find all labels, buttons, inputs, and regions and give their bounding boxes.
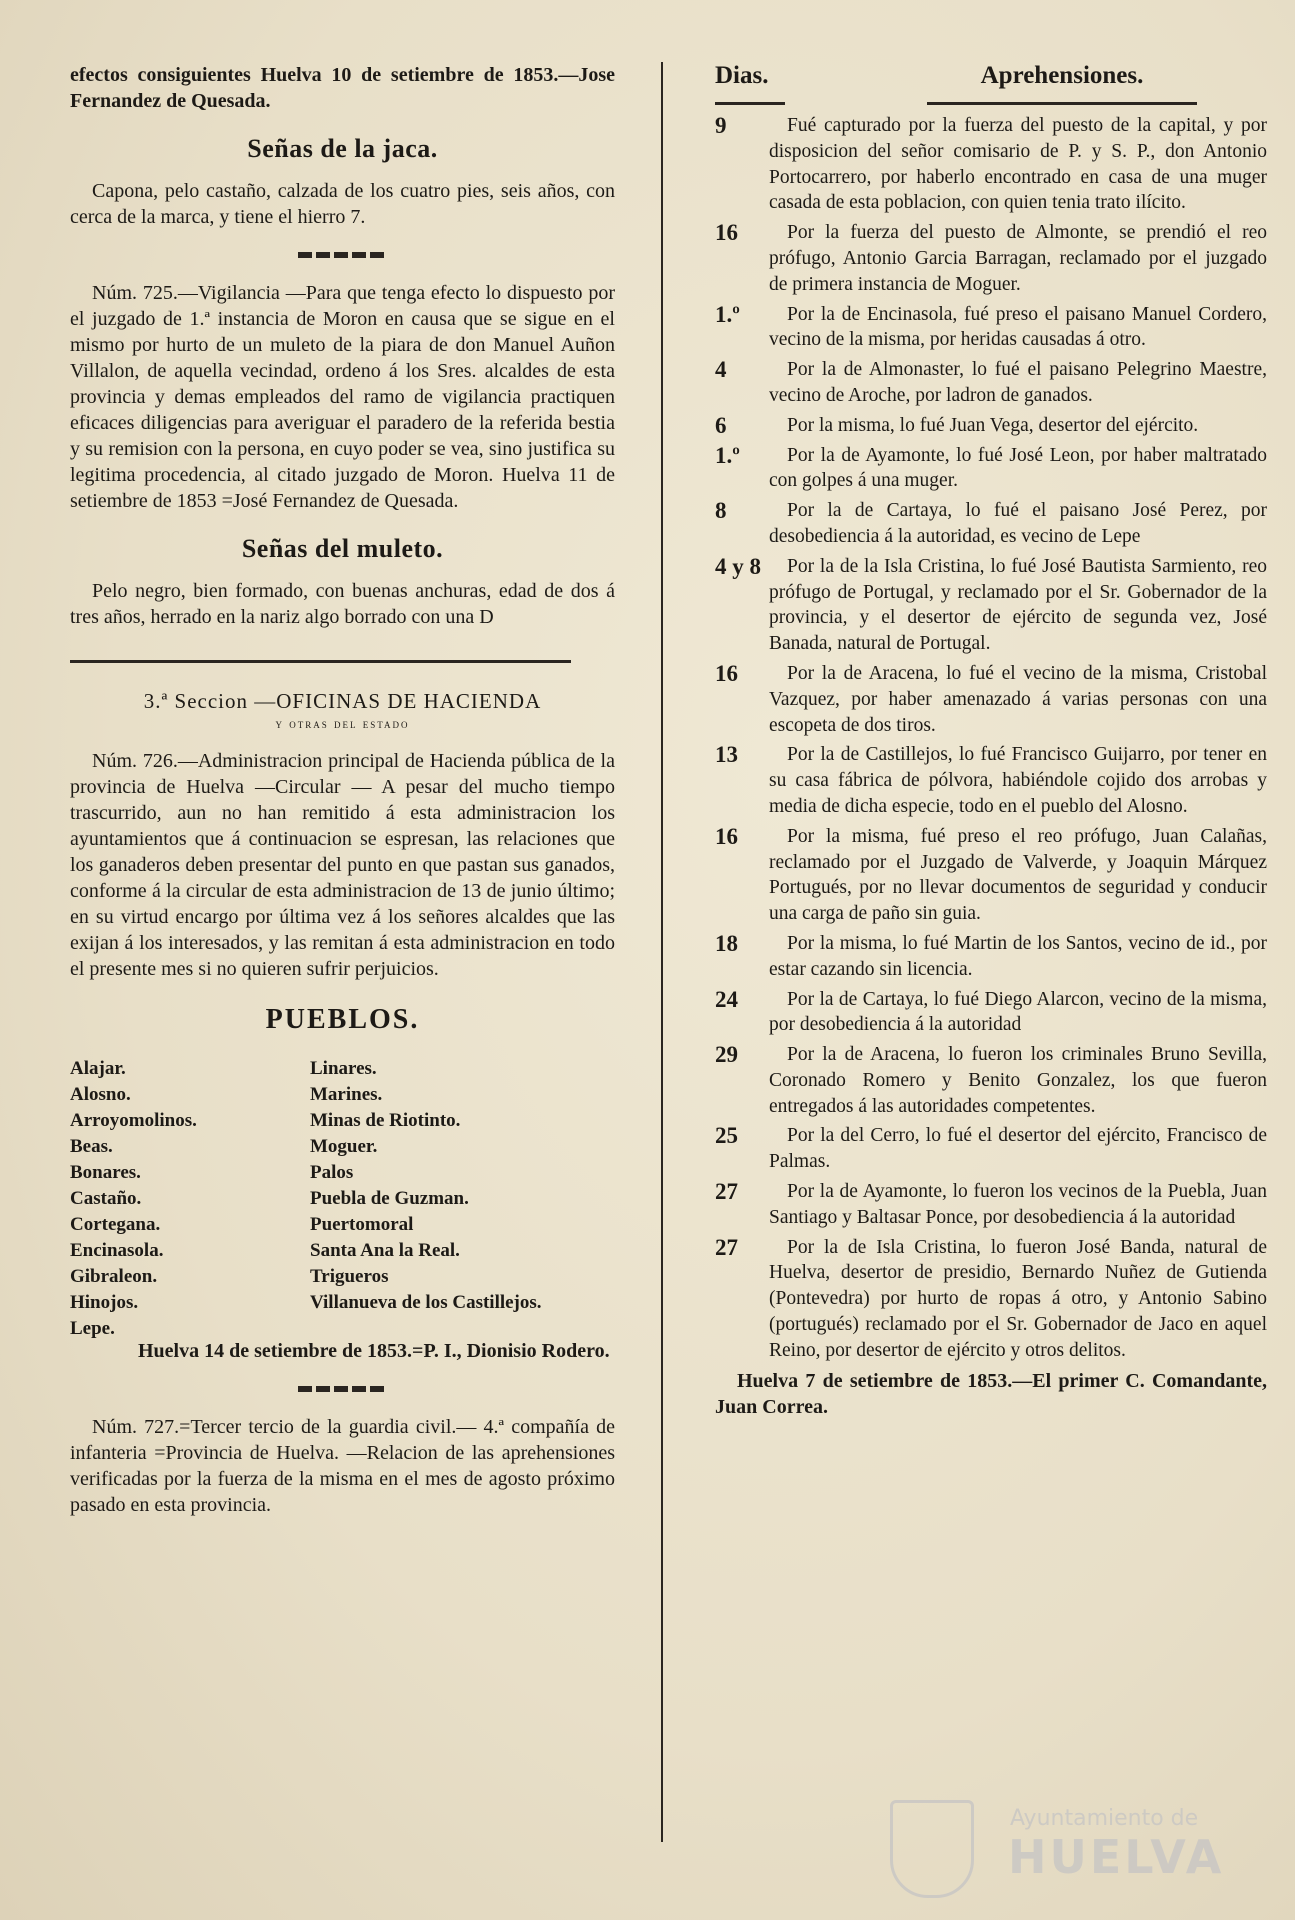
entry-text: Por la misma, lo fué Martin de los Santos, vecino de id., por estar cazando sin licencia. <box>769 932 1267 980</box>
closing-signature: Huelva 7 de setiembre de 1853.—El primer C. Comandante, Juan Correa. <box>715 1369 1267 1418</box>
apprehension-entry <box>715 742 1267 819</box>
ornament-divider-2 <box>298 1386 388 1392</box>
town-item: Puebla de Guzman. <box>310 1188 469 1209</box>
entry-day: 1.º <box>715 301 740 327</box>
apprehension-entry <box>715 554 1267 657</box>
apprehension-entry <box>715 987 1267 1039</box>
ornament-divider <box>298 252 388 258</box>
entry-text: Por la del Cerro, lo fué el desertor del ejército, Francisco de Palmas. <box>769 1125 1267 1173</box>
town-item: Marines. <box>310 1084 383 1105</box>
town-item: Cortegana. <box>70 1214 161 1235</box>
entry-text: Por la de Isla Cristina, lo fueron José Banda, natural de Huelva, desertor de presidio, Bernardo Nuñez de Gutienda (Pontevedra) por hurto de ropas á otro, y Antonio Sabino (portugués) reclamado por el Sr. Gobernador de Jaco en aquel Reino, por desertor de ejército y otros delitos. <box>769 1236 1267 1361</box>
crest-icon <box>890 1800 974 1898</box>
towns-column-a <box>70 1056 310 1342</box>
entry-text: Por la de Cartaya, lo fué el paisano José Perez, por desobediencia á la autoridad, es vecino de Lepe <box>769 500 1267 547</box>
entry-text: Por la de Cartaya, lo fué Diego Alarcon, vecino de la misma, por desobediencia á la autoridad <box>769 988 1267 1036</box>
jaca-description: Capona, pelo castaño, calzada de los cuatro pies, seis años, con cerca de la marca, y tiene el hierro 7. <box>70 180 615 228</box>
header-aprehensiones: Aprehensiones. <box>927 62 1197 105</box>
town-item: Gibraleon. <box>70 1266 158 1287</box>
apprehension-entry <box>715 1235 1267 1364</box>
pueblos-heading: PUEBLOS. <box>265 1004 420 1035</box>
jaca-heading: Señas de la jaca. <box>247 134 438 163</box>
entry-day: 4 y 8 <box>715 553 761 579</box>
muleto-description: Pelo negro, bien formado, con buenas anchuras, edad de dos á tres años, herrado en la nariz algo borrado con una D <box>70 580 615 628</box>
watermark-line2: HUELVA <box>1008 1830 1225 1884</box>
entry-day: 16 <box>715 660 738 686</box>
town-item: Alosno. <box>70 1084 131 1105</box>
entry-text: Por la de Aracena, lo fué el vecino de la misma, Cristobal Vazquez, por haber amenazado á varias personas con una escopeta de dos tiros. <box>769 662 1267 736</box>
apprehension-entry <box>715 498 1267 550</box>
towns-list <box>70 1056 615 1342</box>
entry-text: Fué capturado por la fuerza del puesto de la capital, y por disposicion del señor comisario de P. y S. P., don Antonio Portocarrero, por haberlo encontrado en casa de una muger casada de esta poblacion, con quien tenia trato ilícito. <box>769 115 1267 214</box>
apprehension-entry <box>715 1123 1267 1175</box>
entry-day: 4 <box>715 357 727 383</box>
notice-726: Núm. 726.—Administracion principal de Hacienda pública de la provincia de Huelva —Circular — A pesar del mucho tiempo trascurrido, aun no han remitido á esta administracion los ayuntamientos que á continuacion se espresan, las relaciones que los ganaderos deben presentar del punto en que pastan sus ganados, conforme á la circular de esta administracion de 13 de junio último; en su virtud encargo por última vez á los señores alcaldes que las exijan á los interesados, y las remitan á esta administracion en todo el presente mes si no quieren sufrir perjuicios. <box>70 750 615 980</box>
apprehension-entry <box>715 113 1267 216</box>
apprehension-entry <box>715 220 1267 297</box>
town-item: Castaño. <box>70 1188 142 1209</box>
entry-text: Por la fuerza del puesto de Almonte, se prendió el reo prófugo, Antonio Garcia Barragan, reclamado por el juzgado de primera instancia de Moguer. <box>769 222 1267 295</box>
entry-day: 8 <box>715 498 727 524</box>
entry-text: Por la de la Isla Cristina, lo fué José Bautista Sarmiento, reo prófugo de Portugal, y reclamado por el Sr. Gobernador de la provincia, y el desertor de ejército de segunda vez, José Banada, natural de Portugal. <box>769 555 1267 655</box>
entry-day: 9 <box>715 113 727 138</box>
town-item: Beas. <box>70 1136 113 1157</box>
section-rule <box>70 660 571 663</box>
column-divider <box>661 62 663 1842</box>
entry-text: Por la de Castillejos, lo fué Francisco Guijarro, por tener en su casa fábrica de pólvora, habiéndole cojido dos arrobas y media de dicha especie, todo en el pueblo del Alosno. <box>769 744 1267 817</box>
entry-day: 18 <box>715 930 738 956</box>
town-item: Bonares. <box>70 1162 141 1183</box>
town-item: Trigueros <box>310 1266 389 1287</box>
apprehension-entry <box>715 1042 1267 1119</box>
entry-day: 27 <box>715 1234 738 1260</box>
town-item: Villanueva de los Castillejos. <box>310 1292 542 1313</box>
entry-day: 16 <box>715 220 738 246</box>
entry-day: 25 <box>715 1123 738 1149</box>
entry-day: 1.º <box>715 442 740 468</box>
town-item: Palos <box>310 1162 354 1183</box>
entry-text: Por la de Almonaster, lo fué el paisano Pelegrino Maestre, vecino de Aroche, por ladron de ganados. <box>769 359 1267 406</box>
town-item: Lepe. <box>70 1318 115 1339</box>
entry-day: 13 <box>715 742 738 768</box>
watermark-line1: Ayuntamiento de <box>1010 1806 1199 1831</box>
apprehension-list <box>715 113 1267 1364</box>
notice-726-signature: Huelva 14 de setiembre de 1853.=P. I., Dionisio Rodero. <box>138 1340 610 1362</box>
entry-text: Por la de Ayamonte, lo fué José Leon, por haber maltratado con golpes á una muger. <box>769 444 1267 492</box>
town-item: Minas de Riotinto. <box>310 1110 461 1131</box>
town-item: Encinasola. <box>70 1240 164 1261</box>
apprehension-entry <box>715 357 1267 409</box>
section-subtitle: y otras del estado <box>275 716 410 731</box>
town-item: Moguer. <box>310 1136 378 1157</box>
town-item: Hinojos. <box>70 1292 139 1313</box>
town-item: Alajar. <box>70 1058 126 1079</box>
apprehension-entry <box>715 824 1267 927</box>
town-item: Linares. <box>310 1058 377 1079</box>
entry-text: Por la misma, fué preso el reo prófugo, Juan Calañas, reclamado por el Juzgado de Valverde, y Joaquin Márquez Portugués, por no llevar documentos de seguridad y conducir una carga de paño sin guia. <box>769 825 1267 925</box>
apprehension-entry <box>715 302 1267 354</box>
section-heading <box>70 689 615 732</box>
town-item: Santa Ana la Real. <box>310 1240 460 1261</box>
muleto-heading: Señas del muleto. <box>241 534 444 563</box>
section-title: 3.ª Seccion —OFICINAS DE HACIENDA <box>143 689 542 713</box>
entry-day: 29 <box>715 1042 738 1068</box>
header-dias: Dias. <box>715 62 785 105</box>
right-column <box>715 62 1267 1420</box>
entry-day: 6 <box>715 412 727 438</box>
entry-text: Por la de Aracena, lo fueron los criminales Bruno Sevilla, Coronado Romero y Benito Gonzalez, los que fueron entregados á las autoridades competentes. <box>769 1044 1267 1117</box>
apprehension-entry <box>715 443 1267 495</box>
opening-line: efectos consiguientes Huelva 10 de setiembre de 1853.—Jose Fernandez de Quesada. <box>70 64 615 112</box>
entry-day: 16 <box>715 823 738 849</box>
entry-day: 27 <box>715 1179 738 1205</box>
notice-727: Núm. 727.=Tercer tercio de la guardia civil.— 4.ª compañía de infanteria =Provincia de Huelva. —Relacion de las aprehensiones verificadas por la fuerza de la misma en el mes de agosto próximo pasado en esta provincia. <box>70 1416 615 1516</box>
apprehension-entry <box>715 1179 1267 1231</box>
entry-text: Por la misma, lo fué Juan Vega, desertor del ejército. <box>787 414 1199 436</box>
towns-column-b <box>310 1056 610 1342</box>
apprehension-entry <box>715 661 1267 738</box>
town-item: Puertomoral <box>310 1214 414 1235</box>
entry-day: 24 <box>715 986 738 1012</box>
table-header <box>715 62 1267 105</box>
entry-text: Por la de Encinasola, fué preso el paisano Manuel Cordero, vecino de la misma, por heridas causadas á otro. <box>769 303 1267 351</box>
entry-text: Por la de Ayamonte, lo fueron los vecinos de la Puebla, Juan Santiago y Baltasar Ponce, por desobediencia á la autoridad <box>769 1181 1267 1228</box>
apprehension-entry <box>715 413 1267 439</box>
left-column <box>70 62 615 1518</box>
notice-725: Núm. 725.—Vigilancia —Para que tenga efecto lo dispuesto por el juzgado de 1.ª instancia de Moron en causa que se sigue en el mismo por hurto de un muleto de la piara de don Manuel Auñon Villalon, de aquella vecindad, ordeno á los Sres. alcaldes de esta provincia y demas empleados del ramo de vigilancia practiquen eficaces diligencias para averiguar el paradero de la referida bestia y su remision con la persona, en cuyo poder se vea, sino justifica su legitima procedencia, al citado juzgado de Moron. Huelva 11 de setiembre de 1853 =José Fernandez de Quesada. <box>70 282 615 512</box>
town-item: Arroyomolinos. <box>70 1110 197 1131</box>
apprehension-entry <box>715 931 1267 983</box>
